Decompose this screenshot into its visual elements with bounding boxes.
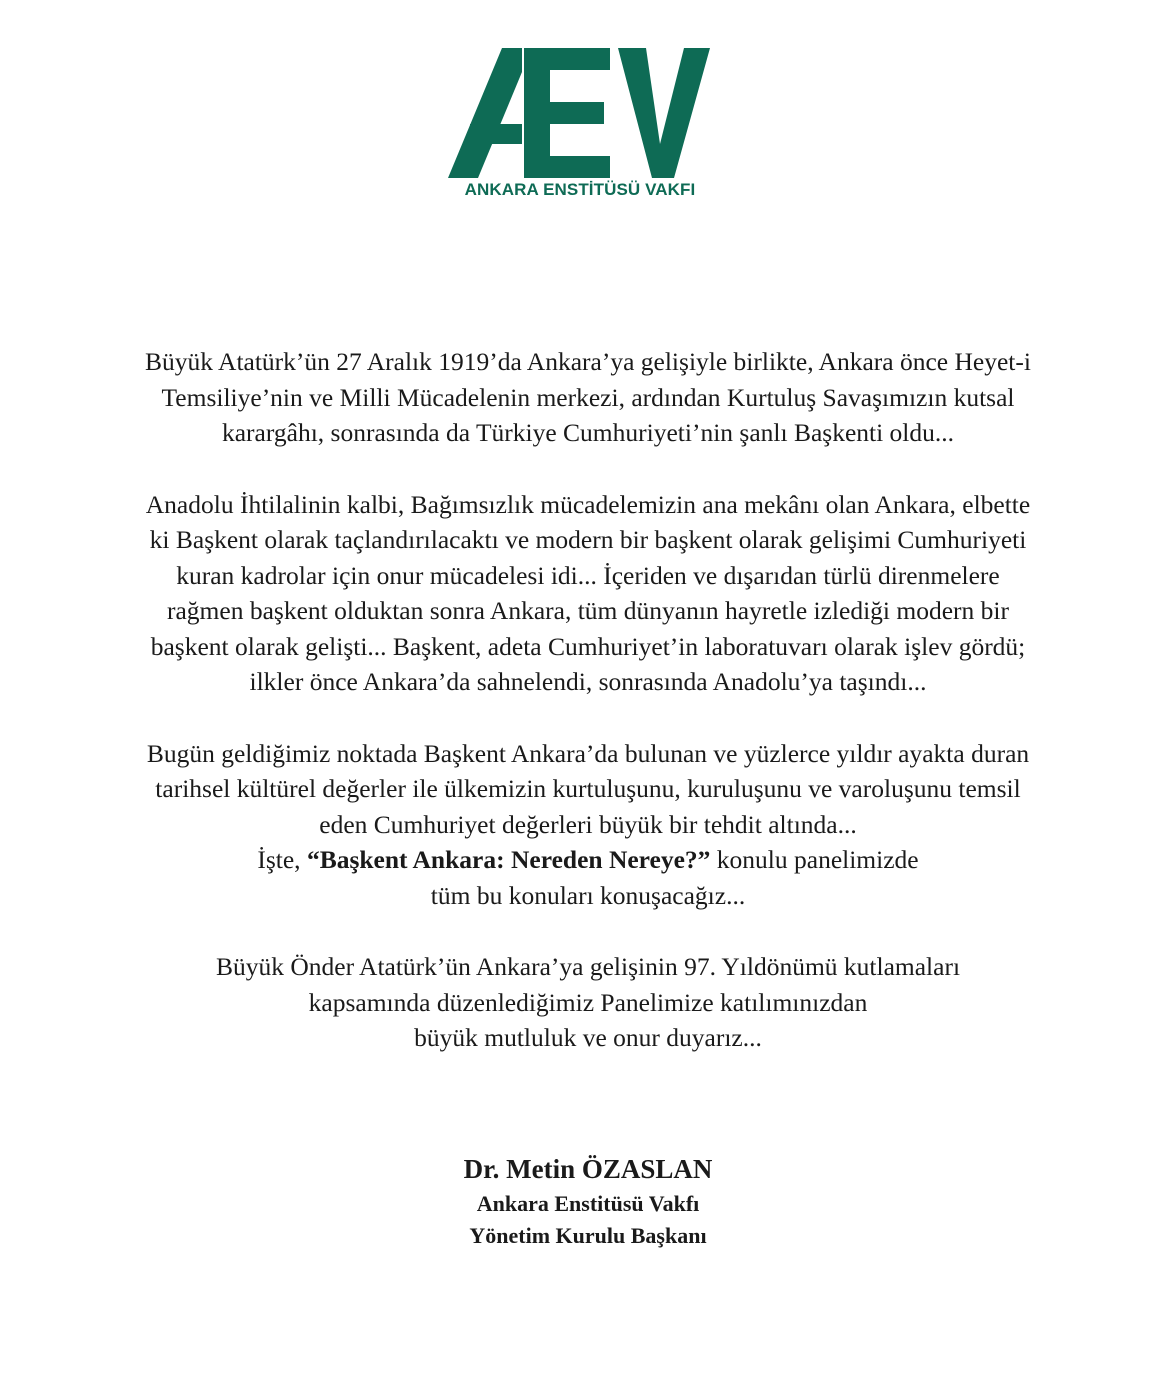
paragraph-line: Büyük Atatürk’ün 27 Aralık 1919’da Ankara’ya gelişiyle birlikte, Ankara önce Heyet-i	[145, 347, 1031, 376]
paragraph-line: Bugün geldiğimiz noktada Başkent Ankara’da bulunan ve yüzlerce yıldır ayakta duran	[146, 738, 1030, 768]
signature-block	[0, 1150, 1176, 1252]
paragraph-line: Büyük Önder Atatürk’ün Ankara’ya gelişinin 97. Yıldönümü kutlamaları	[215, 952, 961, 981]
logo-caption: ANKARA ENSTİTÜSÜ VAKFI	[464, 180, 696, 199]
paragraph-line: tüm bu konuları konuşacağız...	[430, 880, 746, 910]
announcement-prefix: İşte,	[257, 845, 307, 874]
paragraph-4	[0, 949, 1176, 1056]
paragraph-line: Temsiliye’nin ve Milli Mücadelenin merkezi, ardından Kurtuluş Savaşımızın kutsal	[161, 382, 1015, 412]
signatory-title: Yönetim Kurulu Başkanı	[469, 1223, 707, 1248]
logo-a-stroke	[448, 48, 522, 178]
aev-logo-mark-icon	[448, 48, 712, 178]
paragraph-line: ki Başkent olarak taçlandırılacaktı ve modern bir başkent olarak gelişimi Cumhuriyeti	[149, 525, 1027, 554]
paragraph-line: ilkler önce Ankara’da sahnelendi, sonrasında Anadolu’ya taşındı...	[249, 667, 927, 696]
foundation-logo	[448, 48, 712, 208]
panel-title: “Başkent Ankara: Nereden Nereye?”	[306, 845, 711, 874]
logo-v	[618, 48, 710, 178]
paragraph-line: karargâhı, sonrasında da Türkiye Cumhuriyeti’nin şanlı Başkenti oldu...	[221, 418, 955, 447]
paragraph-line: kuran kadrolar için onur mücadelesi idi... İçeriden ve dışarıdan türlü direnmelere	[176, 560, 1000, 590]
paragraph-3	[0, 736, 1176, 914]
paragraph-line: rağmen başkent olduktan sonra Ankara, tüm dünyanın hayretle izlediği modern bir	[167, 596, 1009, 625]
logo-e-middle-bar	[524, 102, 604, 124]
panel-announcement-line	[0, 842, 1176, 878]
paragraph-line: kapsamında düzenlediğimiz Panelimize katılımınızdan	[308, 987, 868, 1017]
signatory-organization: Ankara Enstitüsü Vakfı	[476, 1191, 700, 1216]
paragraph-line: büyük mutluluk ve onur duyarız...	[414, 1023, 762, 1052]
paragraph-line: başkent olarak gelişti... Başkent, adeta Cumhuriyet’in laboratuvarı olarak işlev gördü;	[150, 631, 1026, 661]
paragraph-line: tarihsel kültürel değerler ile ülkemizin kurtuluşunu, kuruluşunu ve varoluşunu temsil	[155, 774, 1021, 803]
paragraph-line: eden Cumhuriyet değerleri büyük bir tehdit altında...	[319, 809, 857, 839]
signatory-name: Dr. Metin ÖZASLAN	[463, 1154, 713, 1184]
paragraph-line: Anadolu İhtilalinin kalbi, Bağımsızlık mücadelemizin ana mekânı olan Ankara, elbette	[145, 489, 1031, 519]
paragraph-2	[0, 487, 1176, 700]
announcement-suffix: konulu panelimizde	[710, 845, 919, 874]
letter-body	[0, 344, 1176, 1092]
logo-a-crossbar	[470, 124, 522, 144]
logo-e-bottom-bar	[524, 156, 610, 178]
logo-e-top-bar	[524, 48, 610, 70]
paragraph-1	[0, 344, 1176, 451]
